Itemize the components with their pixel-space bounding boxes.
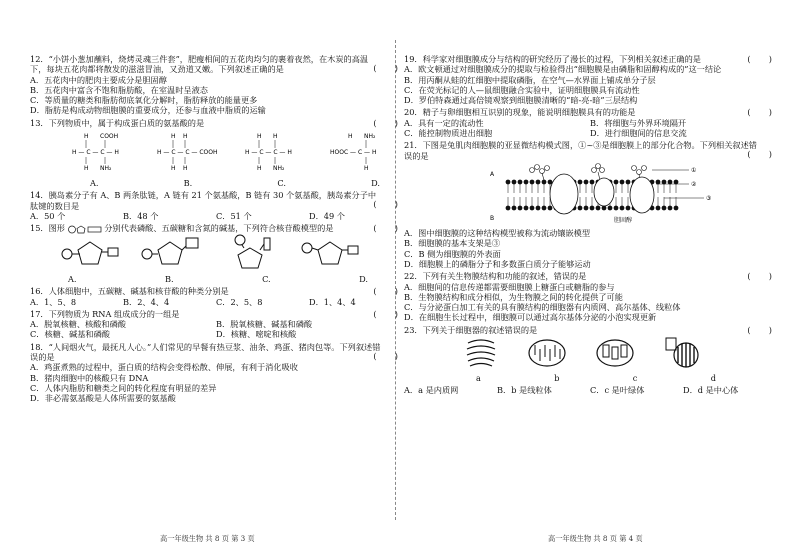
option-c: C．B 侧为细胞膜的外表面 <box>404 248 501 259</box>
option-a: A．细胞间的信息传递都需要细胞膜上糖蛋白或糖脂的参与 <box>404 281 615 292</box>
option-c: C．与分泌蛋白加工有关的具有膜结构的细胞器有内质网、高尔基体、线粒体 <box>404 302 681 313</box>
phospholipid-head <box>656 179 661 184</box>
phospholipid-head <box>608 205 613 210</box>
answer-paren: ( ) <box>373 63 398 73</box>
option-a: A．欧文顿通过对细胞膜成分的提取与检验得出“细胞膜是由磷脂和固醇构成的”这一结论 <box>404 64 722 75</box>
option-a: A．具有一定的流动性 <box>404 117 484 128</box>
option-d: D．细胞膜上的磷脂分子和多数蛋白质分子能够运动 <box>404 258 591 269</box>
cholesterol-label: 胆固醇 <box>614 216 633 224</box>
structure-a <box>70 128 140 178</box>
phospholipid-head <box>668 205 673 210</box>
svg-text:H: H <box>347 132 353 140</box>
phospholipid-head <box>536 205 541 210</box>
question-prefix: 15．图形 <box>30 223 65 234</box>
label-1: ① <box>691 166 697 174</box>
phospholipid-head <box>518 179 523 184</box>
organelle-a-icon <box>464 335 498 371</box>
question-text: 19．科学家对细胞膜成分与结构的研究经历了漫长的过程，下列相关叙述正确的是 <box>404 54 701 64</box>
question-text: 13．下列物质中，属于构成蛋白质的氨基酸的是 <box>30 117 205 128</box>
phospholipid-head <box>578 179 583 184</box>
option-d: D．进行细胞间的信息交流 <box>590 127 687 138</box>
svg-text:H: H <box>84 132 89 140</box>
question-15 <box>30 223 402 284</box>
left-page <box>30 54 402 406</box>
svg-text:H: H <box>84 164 89 172</box>
option-a: A．图中细胞膜的这种结构模型被称为流动镶嵌模型 <box>404 228 591 239</box>
phospholipid-head <box>590 179 595 184</box>
phospholipid-head <box>626 179 631 184</box>
svg-text:H — C — C — COOH: H — C — C — COOH <box>156 148 218 156</box>
svg-text:NH₂: NH₂ <box>273 164 285 172</box>
transmembrane-protein <box>550 174 578 214</box>
option-b: B．48 个 <box>123 210 159 221</box>
structure-d <box>330 128 400 178</box>
option-b: B．生物膜结构和成分相似，为生物膜之间的转化提供了可能 <box>404 291 623 302</box>
phosphate-sugar-base-icons <box>68 225 102 234</box>
phospholipid-head <box>542 205 547 210</box>
label-b: B. <box>164 273 174 284</box>
option-d: D．1、4、4 <box>309 296 356 307</box>
model-labels <box>68 274 368 284</box>
svg-text:H: H <box>273 132 278 140</box>
phospholipid-head <box>626 205 631 210</box>
label-d: d <box>710 373 716 383</box>
phospholipid-head <box>506 205 511 210</box>
option-b: B．用丙酮从蛙的红细胞中提取磷脂，在空气—水界面上铺成单分子层 <box>404 74 656 85</box>
phospholipid-head <box>524 205 529 210</box>
option-b: B．猪肉细胞中的核酸只有 DNA <box>30 372 149 383</box>
phospholipid-head <box>674 179 679 184</box>
phospholipid-head <box>620 179 625 184</box>
option-b: B．2、4、4 <box>123 296 170 307</box>
option-a: A．鸡蛋煮熟的过程中，蛋白质的结构会变得松散、伸展，有利于消化吸收 <box>30 362 298 373</box>
option-d: D．在细胞生长过程中，细胞膜可以通过高尔基体分泌的小泡实现更新 <box>404 312 657 323</box>
option-d: D．非必需氨基酸是人体所需要的氨基酸 <box>30 393 176 404</box>
organelle-b-icon <box>527 335 567 371</box>
question-16 <box>30 286 402 307</box>
svg-text:H: H <box>363 164 369 172</box>
answer-paren: ( ) <box>747 324 772 335</box>
answer-paren: ( ) <box>747 107 772 118</box>
phospholipid-head <box>578 205 583 210</box>
label-2: ② <box>691 180 697 188</box>
question-text: 17．下列物质为 RNA 组成成分的一组是 <box>30 308 180 319</box>
phospholipid-head <box>512 205 517 210</box>
svg-text:H: H <box>170 164 176 172</box>
phospholipid-head <box>656 205 661 210</box>
svg-text:NH₂: NH₂ <box>363 132 376 140</box>
organelle-c-icon <box>595 335 635 371</box>
question-21 <box>404 140 776 269</box>
option-b: B．脱氧核糖、碱基和磷酸 <box>216 319 313 330</box>
answer-paren: ( ) <box>373 286 398 297</box>
option-b: B．将细胞与外界环境隔开 <box>590 117 687 128</box>
option-d: D．核糖、嘧啶和核酸 <box>216 329 297 340</box>
organelle-d-icon <box>664 335 704 371</box>
label-c: C. <box>262 273 271 284</box>
question-20 <box>404 107 776 138</box>
phospholipid-head <box>548 205 553 210</box>
option-a: A．a 是内质网 <box>404 385 459 396</box>
phospholipid-head <box>662 179 667 184</box>
label-d: D. <box>371 177 380 188</box>
option-c: C．等质量的糖类和脂肪彻底氧化分解时，脂肪释放的能量更多 <box>30 95 258 105</box>
nucleotide-model-c <box>220 234 280 274</box>
footer-left: 高一年级生物 共 8 页 第 3 页 <box>160 534 255 543</box>
answer-paren: ( ) <box>747 271 772 282</box>
phospholipid-heads-top <box>506 179 679 184</box>
option-c: C．在荧光标记的人—鼠细胞融合实验中，证明细胞膜具有流动性 <box>404 84 640 95</box>
phospholipid-head <box>536 179 541 184</box>
option-c: C．核糖、碱基和磷酸 <box>30 329 110 340</box>
svg-text:H — C — C — H: H — C — C — H <box>72 148 119 156</box>
nucleotide-model-d <box>300 234 360 274</box>
structure-c <box>243 128 313 178</box>
svg-text:H: H <box>182 164 188 172</box>
option-a: A．脱氧核糖、核酸和磷酸 <box>30 319 126 330</box>
option-b: B．细胞膜的基本支架是③ <box>404 238 501 249</box>
svg-text:H: H <box>182 132 188 140</box>
phospholipid-head <box>620 205 625 210</box>
option-d: D．罗伯特森通过高倍镜观察到细胞膜清晰的“暗-亮-暗”三层结构 <box>404 95 638 105</box>
question-text: 12．“小饼小葱加蘸料，烧烤灵魂三件套”，肥瘦相间的五花肉均匀的裹着夜然，在木炭的高温下，每块五花肉都将散发的滋滋冒油，又劲道又嫩。下列叙述正确的是 <box>30 54 369 75</box>
question-19 <box>404 54 776 105</box>
question-text: 14．胰岛素分子有 A、B 两条肽链，A 链有 21 个氨基酸，B 链有 30 个氨基酸，胰岛素分子中肽键的数目是 <box>30 190 377 211</box>
phospholipid-head <box>662 205 667 210</box>
phospholipid-head <box>518 205 523 210</box>
svg-text:H: H <box>257 132 262 140</box>
question-body: 分别代表磷酸、五碳糖和含氮的碱基，下列符合核苷酸模型的是 <box>104 223 334 234</box>
option-c: C．2、5、8 <box>216 296 263 307</box>
phospholipid-head <box>674 205 679 210</box>
svg-text:HOOC — C — H: HOOC — C — H <box>329 148 377 156</box>
phospholipid-head <box>614 205 619 210</box>
answer-paren: ( ) <box>747 54 772 64</box>
question-13 <box>30 118 402 189</box>
transmembrane-protein <box>630 177 654 213</box>
question-17 <box>30 309 402 340</box>
label-b: B. <box>183 177 193 188</box>
option-b: B．b 是线粒体 <box>497 385 552 396</box>
option-a: A．五花肉中的肥肉主要成分是胆固醇 <box>30 74 167 85</box>
phospholipid-head <box>590 205 595 210</box>
organelle-labels <box>476 373 716 383</box>
label-c: C. <box>277 177 286 188</box>
phospholipid-head <box>584 179 589 184</box>
question-23 <box>404 325 776 396</box>
option-a: A．50 个 <box>30 210 66 221</box>
phospholipid-head <box>542 179 547 184</box>
phospholipid-head <box>668 179 673 184</box>
right-page <box>404 54 776 398</box>
question-text <box>30 223 402 234</box>
membrane-protein <box>594 178 614 206</box>
question-text: 20．精子与卵细胞相互识别的现象，能说明细胞膜具有的功能是 <box>404 107 636 118</box>
option-c: C．能控制物质进出细胞 <box>404 127 493 138</box>
option-d: D．脂肪是构成动物细胞膜的重要成分，还参与血液中脂质的运输 <box>30 105 266 116</box>
option-d: D．49 个 <box>309 210 345 221</box>
option-a: A．1、5、8 <box>30 296 77 307</box>
cell-membrane-diagram <box>484 162 744 224</box>
label-d: D. <box>359 273 368 284</box>
phospholipid-head <box>506 179 511 184</box>
label-a: a <box>476 373 481 383</box>
label-a: A. <box>90 177 99 188</box>
nucleotide-models <box>60 234 360 274</box>
label-b: b <box>554 373 560 383</box>
answer-paren: ( ) <box>373 223 398 234</box>
option-c: C．51 个 <box>216 210 252 221</box>
phospholipid-head <box>524 179 529 184</box>
svg-text:COOH: COOH <box>100 132 119 140</box>
organelle-images <box>464 335 704 373</box>
label-a: A. <box>68 273 77 284</box>
answer-paren: ( ) <box>373 308 398 319</box>
shape-legend <box>68 225 102 234</box>
option-b: B．五花肉中富含不饱和脂肪酸，在室温时呈液态 <box>30 84 208 95</box>
answer-paren: ( ) <box>373 199 398 210</box>
svg-text:H: H <box>257 164 262 172</box>
phospholipid-head <box>530 205 535 210</box>
phospholipid-head <box>596 205 601 210</box>
answer-paren: ( ) <box>373 350 398 361</box>
svg-text:NH₂: NH₂ <box>100 164 112 172</box>
option-c: C．人体内脂肪和糖类之间的转化程度有明显的差异 <box>30 382 217 393</box>
question-text: 22．下列有关生物膜结构和功能的叙述，错误的是 <box>404 271 587 282</box>
question-12 <box>30 54 402 116</box>
question-18 <box>30 342 402 404</box>
phospholipid-heads-bottom <box>506 205 679 210</box>
structure-labels <box>90 178 380 188</box>
svg-text:H — C — C — H: H — C — C — H <box>245 148 293 156</box>
nucleotide-model-b <box>140 234 200 274</box>
phospholipid-head <box>512 179 517 184</box>
question-14 <box>30 190 402 221</box>
option-c: C．c 是叶绿体 <box>590 385 645 396</box>
footer-right: 高一年级生物 共 8 页 第 4 页 <box>548 534 643 543</box>
side-b-label: B <box>490 214 495 222</box>
structure-b <box>157 128 227 178</box>
label-3: ③ <box>706 194 712 202</box>
question-text: 16．人体细胞中，五碳糖、碱基和核苷酸的种类分别是 <box>30 286 229 297</box>
phospholipid-head <box>614 179 619 184</box>
answer-paren: ( ) <box>373 117 398 128</box>
glycocalyx <box>530 163 647 180</box>
question-text: 18．“人间烟火气，最抚凡人心。”人们常见的早餐有热豆浆、油条、鸡蛋、猪肉包等。下列叙述错误的是 <box>30 341 381 363</box>
answer-paren: ( ) <box>747 149 772 160</box>
question-text: 21．下图是兔肌肉细胞膜的亚显微结构模式图，①~③是细胞膜上的部分化合物。下列相关叙述错误的是 <box>404 140 757 161</box>
question-22 <box>404 271 776 322</box>
question-text: 23．下列关于细胞器的叙述错误的是 <box>404 324 538 335</box>
nucleotide-model-a <box>60 234 120 274</box>
label-c: c <box>632 373 638 383</box>
option-d: D．d 是中心体 <box>683 385 739 396</box>
amino-acid-structures <box>70 128 400 178</box>
phospholipid-head <box>584 205 589 210</box>
svg-text:H: H <box>170 132 176 140</box>
phospholipid-head <box>530 179 535 184</box>
side-a-label: A <box>490 170 495 178</box>
